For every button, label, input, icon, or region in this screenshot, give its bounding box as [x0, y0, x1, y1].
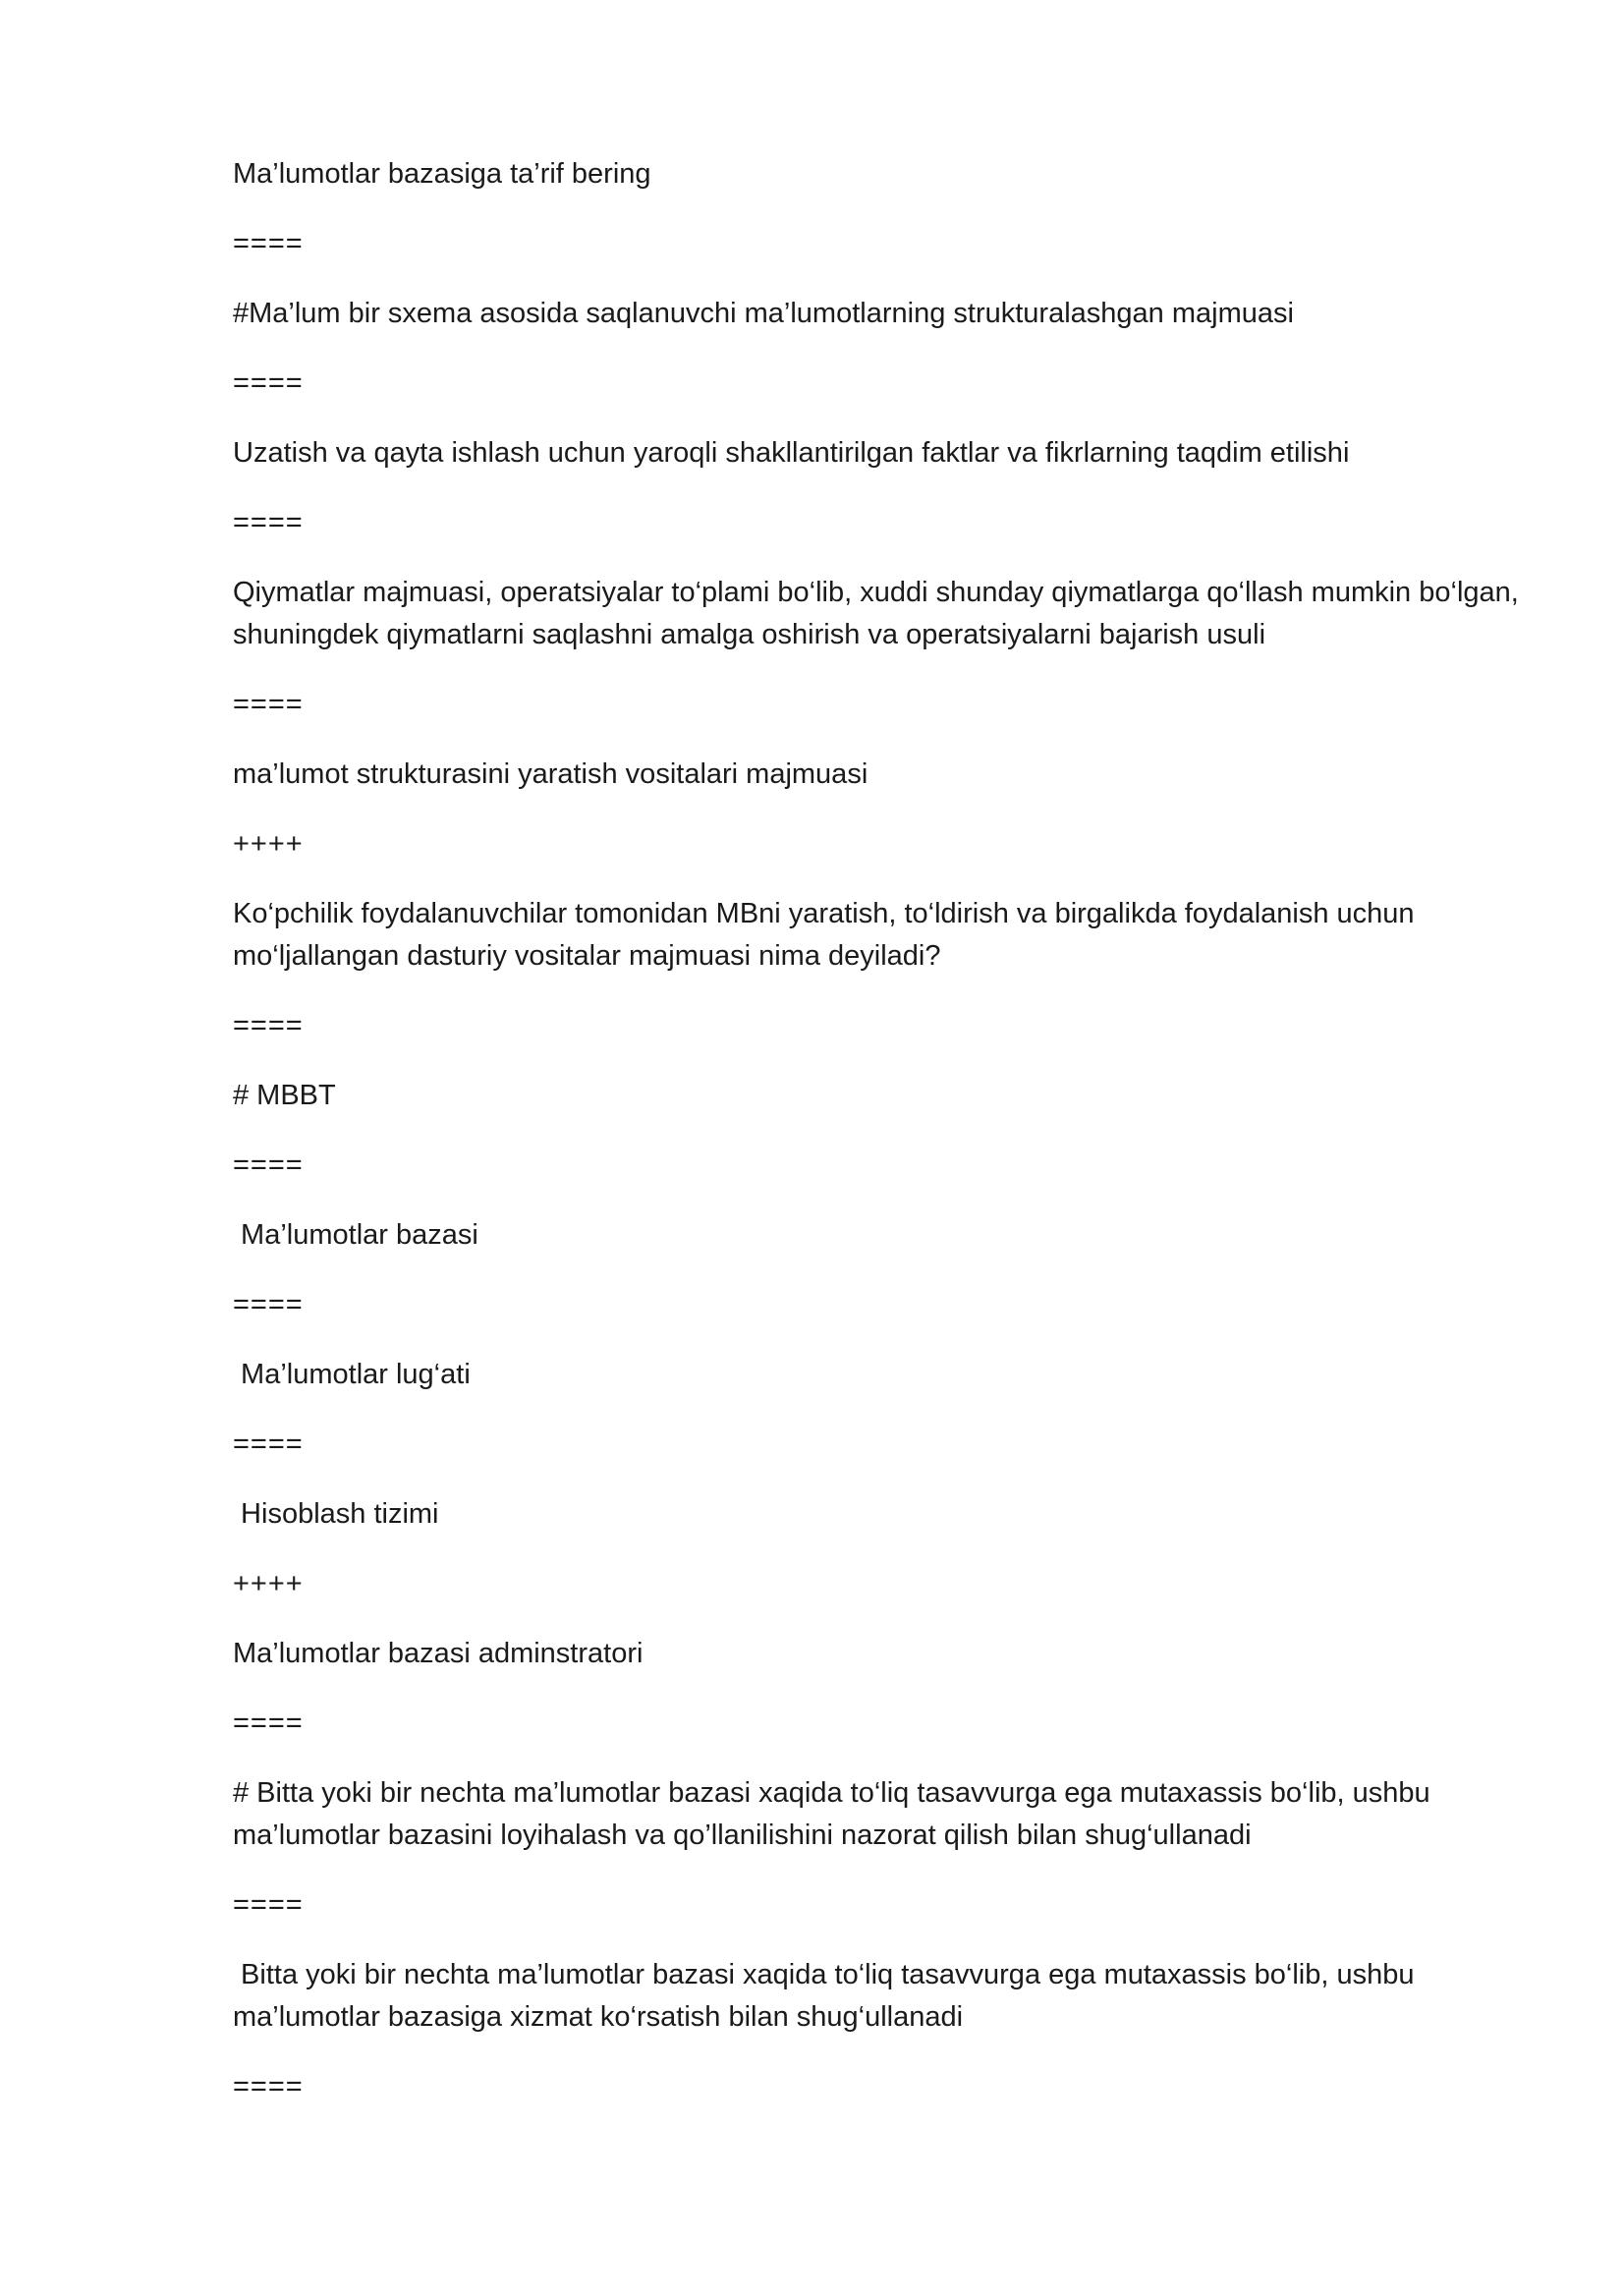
question-separator: ++++ [233, 828, 304, 860]
question-separator: ++++ [233, 1568, 304, 1599]
separator: ==== [233, 1428, 304, 1460]
answer-option-text: Hisoblash tizimi [233, 1498, 439, 1530]
separator: ==== [233, 1289, 304, 1320]
separator: ==== [233, 1149, 304, 1181]
separator: ==== [233, 228, 304, 259]
answer-option-text-continued: ma’lumotlar bazasiga xizmat ko‘rsatish bilan shug‘ullanadi [233, 2001, 964, 2033]
separator: ==== [233, 367, 304, 399]
question-text: Ko‘pchilik foydalanuvchilar tomonidan MBni yaratish, to‘ldirish va birgalikda foydalanish uchun [233, 898, 1415, 929]
question-text: Ma’lumotlar bazasi adminstratori [233, 1638, 644, 1669]
separator: ==== [233, 507, 304, 538]
correct-answer-text: #Ma’lum bir sxema asosida saqlanuvchi ma’lumotlarning strukturalashgan majmuasi [233, 298, 1294, 329]
answer-option-text: ma’lumot strukturasini yaratish vositalari majmuasi [233, 758, 868, 790]
separator: ==== [233, 1708, 304, 1739]
answer-option-text: Bitta yoki bir nechta ma’lumotlar bazasi xaqida to‘liq tasavvurga ega mutaxassis bo‘lib, ushbu [233, 1959, 1415, 1990]
correct-answer-text: # Bitta yoki bir nechta ma’lumotlar bazasi xaqida to‘liq tasavvurga ega mutaxassis bo‘lib, ushbu [233, 1777, 1430, 1809]
separator: ==== [233, 689, 304, 720]
question-text-continued: mo‘ljallangan dasturiy vositalar majmuasi nima deyiladi? [233, 940, 941, 972]
correct-answer-text-continued: ma’lumotlar bazasini loyihalash va qo’llanilishini nazorat qilish bilan shug‘ullanadi [233, 1820, 1252, 1851]
answer-option-text-continued: shuningdek qiymatlarni saqlashni amalga oshirish va operatsiyalarni bajarish usuli [233, 619, 1266, 650]
separator: ==== [233, 1010, 304, 1041]
answer-option-text: Uzatish va qayta ishlash uchun yaroqli shakllantirilgan faktlar va fikrlarning taqdim etilishi [233, 437, 1350, 469]
separator: ==== [233, 1889, 304, 1921]
answer-option-text: Ma’lumotlar lug‘ati [233, 1359, 471, 1390]
correct-answer-text: # MBBT [233, 1080, 336, 1111]
answer-option-text: Qiymatlar majmuasi, operatsiyalar to‘plami bo‘lib, xuddi shunday qiymatlarga qo‘llash mumkin bo‘lgan, [233, 577, 1519, 608]
question-text: Ma’lumotlar bazasiga ta’rif bering [233, 158, 651, 190]
answer-option-text: Ma’lumotlar bazasi [233, 1219, 478, 1251]
separator: ==== [233, 2071, 304, 2102]
